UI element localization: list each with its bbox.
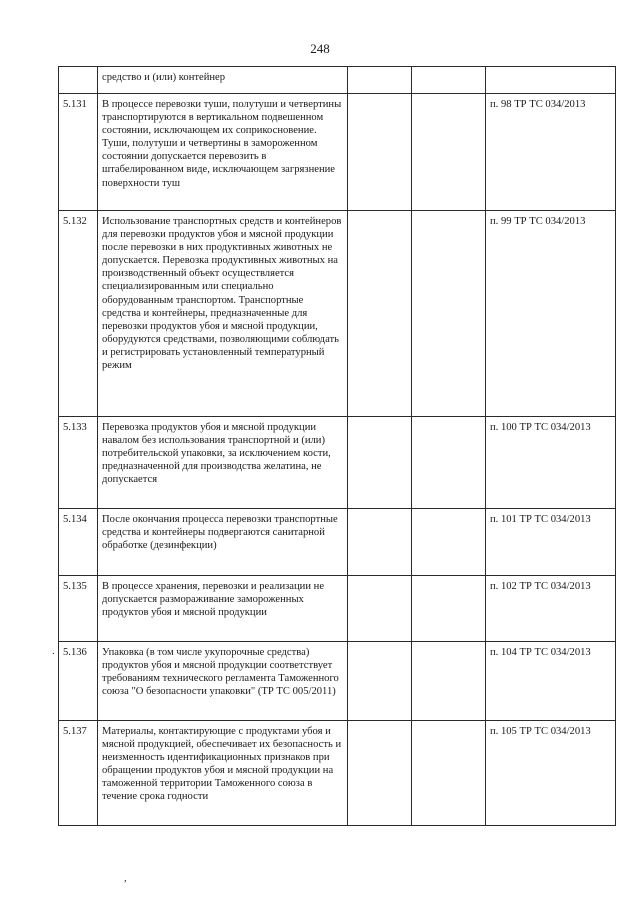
table-row: [59, 94, 616, 211]
scan-mark: .: [52, 645, 55, 657]
table-row: [59, 642, 616, 721]
row-requirement-text: Упаковка (в том числе укупорочные средства) продуктов убоя и мясной продукции соответствует требованиям технического регламента Таможенного союза "О безопасности упаковки" (ТР ТС 005/2011): [98, 642, 348, 721]
row-empty-cell: [348, 211, 412, 417]
table-row: [59, 509, 616, 576]
row-number: 5.137: [59, 721, 98, 826]
row-number: 5.132: [59, 211, 98, 417]
row-reference: п. 102 ТР ТС 034/2013: [486, 576, 616, 642]
row-number: 5.131: [59, 94, 98, 211]
row-reference: п. 101 ТР ТС 034/2013: [486, 509, 616, 576]
row-empty-cell: [348, 576, 412, 642]
table-row: [59, 721, 616, 826]
row-requirement-text: Использование транспортных средств и контейнеров для перевозки продуктов убоя и мясной продукции после перевозки в них продуктивных животных не допускается. Перевозка продуктивных животных на производственный объект осуществляется специализированным или специально оборудованным транспортом. Транспортные средства и контейнеры, предназначенные для перевозки продуктов убоя и мясной продукции, оборудуются средствами, позволяющими соблюдать и регистрировать установленный температурный режим: [98, 211, 348, 417]
row-number: 5.133: [59, 417, 98, 509]
row-number: 5.136: [59, 642, 98, 721]
row-reference: п. 100 ТР ТС 034/2013: [486, 417, 616, 509]
row-empty-cell: [348, 94, 412, 211]
scan-mark: ,: [124, 872, 127, 884]
row-reference: п. 98 ТР ТС 034/2013: [486, 94, 616, 211]
table-row: [59, 576, 616, 642]
row-reference: п. 105 ТР ТС 034/2013: [486, 721, 616, 826]
row-requirement-text: Материалы, контактирующие с продуктами убоя и мясной продукцией, обеспечивает их безопасность и неизменность идентификационных признаков при обращении продуктов убоя и мясной продукции на таможенной территории Таможенного союза в течение срока годности: [98, 721, 348, 826]
row-requirement-text: Перевозка продуктов убоя и мясной продукции навалом без использования транспортной и (или) потребительской упаковки, за исключением кости, предназначенной для производства желатина, не допускается: [98, 417, 348, 509]
row-number: 5.135: [59, 576, 98, 642]
row-empty-cell: [412, 94, 486, 211]
row-empty-cell: [412, 721, 486, 826]
row-empty-cell: [348, 67, 412, 94]
row-reference: п. 99 ТР ТС 034/2013: [486, 211, 616, 417]
row-empty-cell: [412, 417, 486, 509]
row-number: [59, 67, 98, 94]
table-row: [59, 211, 616, 417]
table-row: [59, 417, 616, 509]
row-number: 5.134: [59, 509, 98, 576]
row-requirement-text: После окончания процесса перевозки транспортные средства и контейнеры подвергаются санитарной обработке (дезинфекции): [98, 509, 348, 576]
row-empty-cell: [412, 576, 486, 642]
row-empty-cell: [348, 509, 412, 576]
row-requirement-text: В процессе перевозки туши, полутуши и четвертины транспортируются в вертикальном подвешенном состоянии, исключающем их соприкосновение. Туши, полутуши и четвертины в замороженном состоянии допускается перевозить в штабелированном виде, исключающем загрязнение поверхности туш: [98, 94, 348, 211]
row-empty-cell: [412, 642, 486, 721]
requirements-table: [58, 66, 616, 826]
row-requirement-text: средство и (или) контейнер: [98, 67, 348, 94]
row-empty-cell: [348, 721, 412, 826]
row-empty-cell: [348, 417, 412, 509]
page-number: 248: [310, 41, 330, 56]
row-empty-cell: [348, 642, 412, 721]
row-empty-cell: [412, 211, 486, 417]
table-row: [59, 67, 616, 94]
row-empty-cell: [412, 509, 486, 576]
row-requirement-text: В процессе хранения, перевозки и реализации не допускается размораживание замороженных продуктов убоя и мясной продукции: [98, 576, 348, 642]
row-reference: п. 104 ТР ТС 034/2013: [486, 642, 616, 721]
row-reference: [486, 67, 616, 94]
row-empty-cell: [412, 67, 486, 94]
